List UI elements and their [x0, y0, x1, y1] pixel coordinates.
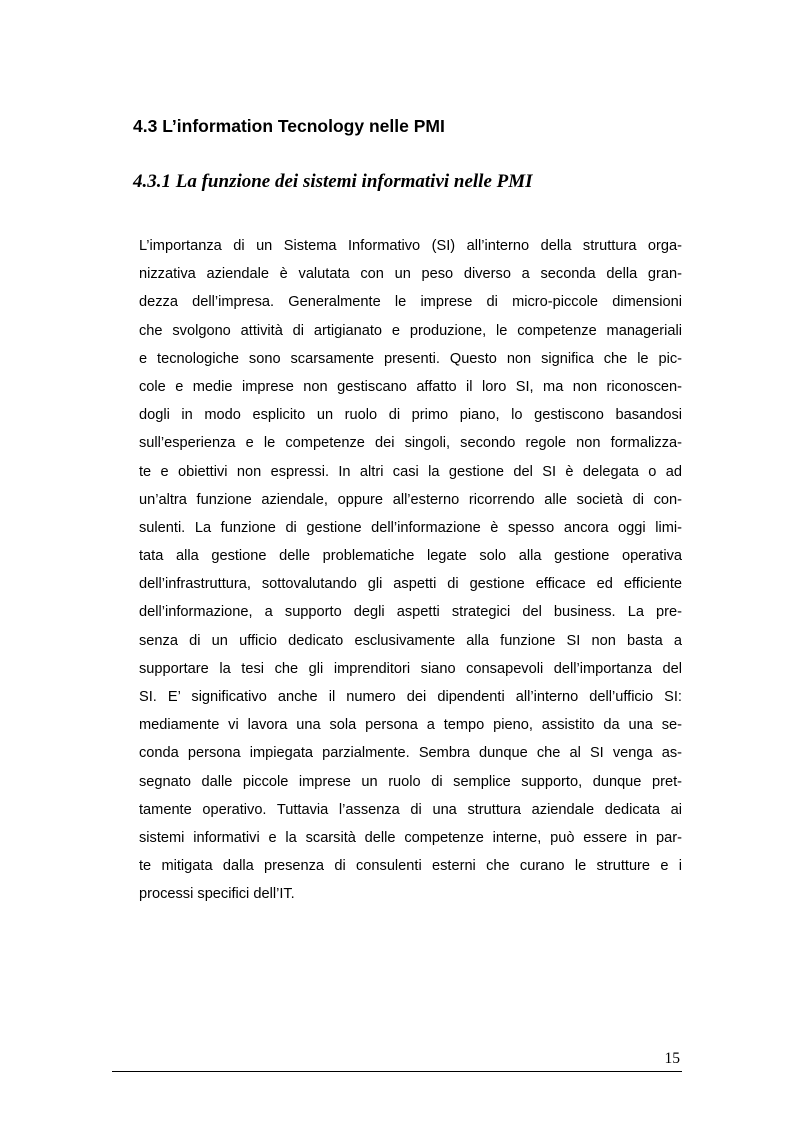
footer-rule — [112, 1071, 682, 1072]
paragraph-line: sistemi informativi e la scarsità delle competenze interne, può essere in par- — [139, 829, 682, 846]
paragraph-line: L’importanza di un Sistema Informativo (SI) all’interno della struttura orga- — [139, 238, 682, 254]
paragraph-line: sulenti. La funzione di gestione dell’informazione è spesso ancora oggi limi- — [139, 519, 682, 536]
paragraph-line: te e obiettivi non espressi. In altri casi la gestione del SI è delegata o ad — [139, 463, 682, 480]
body-paragraph — [139, 232, 682, 909]
paragraph-line: conda persona impiegata parzialmente. Sembra dunque che al SI venga as- — [139, 745, 682, 762]
paragraph-line: SI. E’ significativo anche il numero dei dipendenti all’interno dell’ufficio SI: — [139, 689, 682, 705]
paragraph-line: supportare la tesi che gli imprenditori siano consapevoli dell’importanza del — [139, 660, 682, 677]
paragraph-line: tata alla gestione delle problematiche legate solo alla gestione operativa — [139, 548, 682, 565]
paragraph-line: dezza dell’impresa. Generalmente le imprese di micro-piccole dimensioni — [139, 294, 682, 311]
paragraph-line: te mitigata dalla presenza di consulenti esterni che curano le strutture e i — [139, 858, 682, 875]
section-heading: 4.3 L’information Tecnology nelle PMI — [133, 116, 445, 136]
paragraph-line: mediamente vi lavora una sola persona a tempo pieno, assistito da una se- — [139, 717, 682, 734]
paragraph-line: processi specifici dell’IT. — [139, 886, 295, 903]
page-number: 15 — [664, 1050, 680, 1067]
paragraph-line: dell’infrastruttura, sottovalutando gli aspetti di gestione efficace ed efficiente — [139, 576, 682, 593]
paragraph-line: sull’esperienza e le competenze dei singoli, secondo regole non formalizza- — [139, 435, 682, 452]
paragraph-line: tamente operativo. Tuttavia l’assenza di una struttura aziendale dedicata ai — [139, 801, 682, 818]
subsection-heading: 4.3.1 La funzione dei sistemi informativi nelle PMI — [133, 171, 533, 192]
paragraph-line: dell’informazione, a supporto degli aspetti strategici del business. La pre- — [139, 604, 682, 621]
paragraph-line: dogli in modo esplicito un ruolo di primo piano, lo gestiscono basandosi — [139, 407, 682, 424]
paragraph-line: nizzativa aziendale è valutata con un peso diverso a seconda della gran- — [139, 266, 682, 283]
paragraph-line: che svolgono attività di artigianato e produzione, le competenze manageriali — [139, 322, 682, 339]
paragraph-line: cole e medie imprese non gestiscano affatto il loro SI, ma non riconoscen- — [139, 378, 682, 395]
paragraph-line: un’altra funzione aziendale, oppure all’esterno ricorrendo alle società di con- — [139, 491, 682, 508]
paragraph-line: segnato dalle piccole imprese un ruolo di semplice supporto, dunque pret- — [139, 773, 682, 790]
paragraph-line: e tecnologiche sono scarsamente presenti. Questo non significa che le pic- — [139, 350, 682, 367]
paragraph-line: senza di un ufficio dedicato esclusivamente alla funzione SI non basta a — [139, 632, 682, 649]
